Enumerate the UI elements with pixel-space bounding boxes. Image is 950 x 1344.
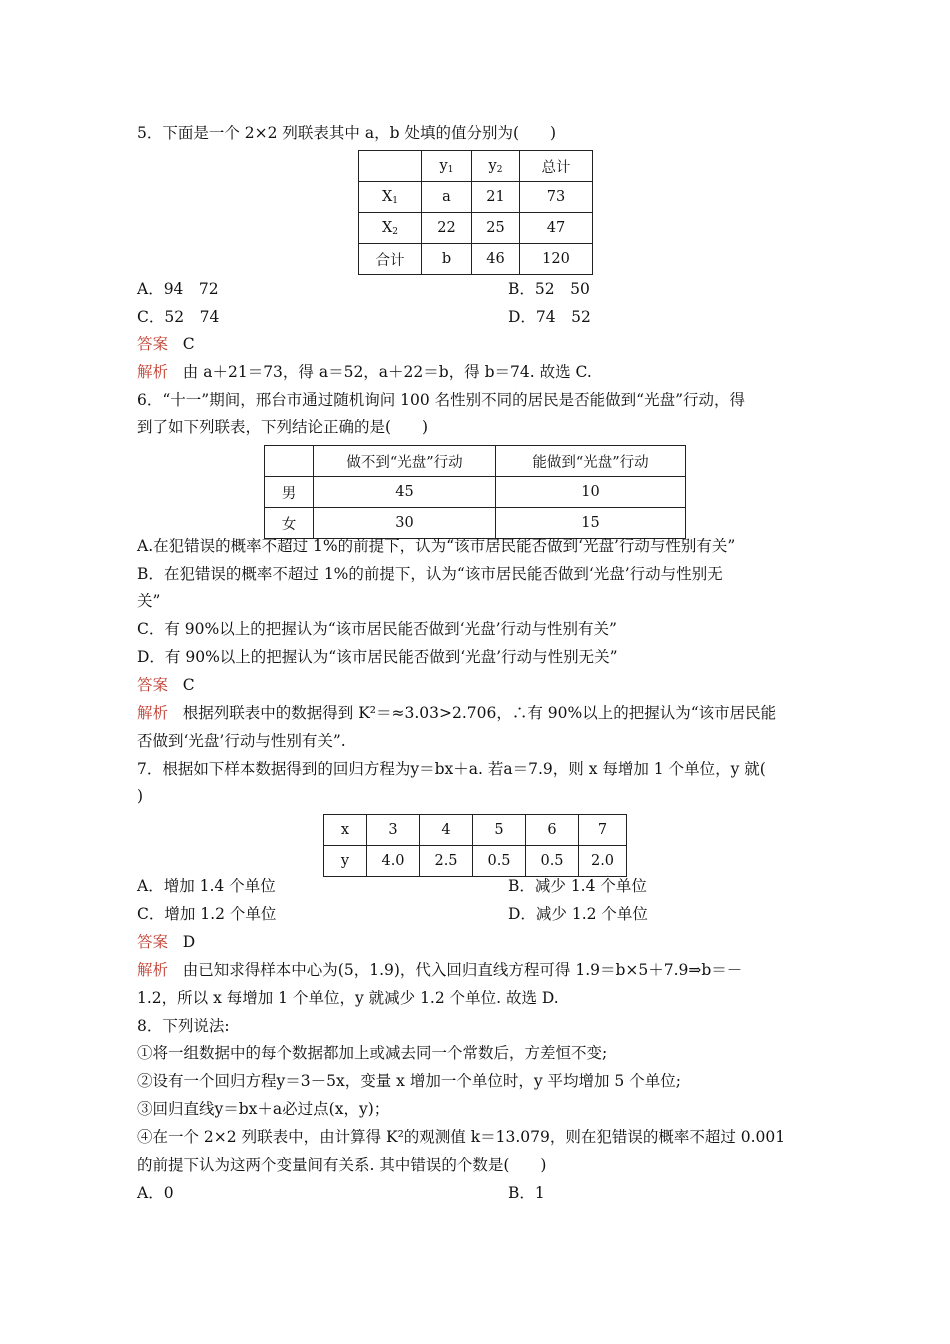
q7-table-cell: 2.0 <box>579 846 627 877</box>
answer-label: 答案 <box>137 933 169 951</box>
q6-stem-line1: 6．“十一”期间，邢台市通过随机询问 100 名性别不同的居民是否能做到“光盘”行动，得 <box>137 391 745 409</box>
q6-option-b-line1: B．在犯错误的概率不超过 1%的前提下，认为“该市居民能否做到‘光盘’行动与性别无 <box>137 565 723 583</box>
q7-table-cell: 5 <box>473 815 526 846</box>
analysis-text: 根据列联表中的数据得到 K²＝≈3.03>2.706，∴有 90%以上的把握认为“该市居民能 <box>182 704 777 722</box>
q5-table-cell: 25 <box>472 213 520 244</box>
q8-statement-2: ②设有一个回归方程y＝3－5x，变量 x 增加一个单位时，y 平均增加 5 个单位; <box>137 1072 681 1090</box>
q7-table-y-label: y <box>324 846 367 877</box>
q6-table-corner <box>265 446 314 477</box>
q5-table-cell: 21 <box>472 182 520 213</box>
q7-table-cell: 7 <box>579 815 627 846</box>
q5-table-row-label: $X_1$ <box>359 182 422 213</box>
q6-option-b-line2: 关” <box>137 592 161 610</box>
q8-stem: 8．下列说法: <box>137 1017 230 1035</box>
answer-value: D <box>182 933 196 951</box>
q7-table-cell: 6 <box>526 815 579 846</box>
q6-analysis-line1 <box>137 703 776 723</box>
q6-option-d: D．有 90%以上的把握认为“该市居民能否做到‘光盘’行动与性别无关” <box>137 648 618 666</box>
q5-table-header-y1: $y_1$ <box>422 151 472 182</box>
q6-table-header: 做不到“光盘”行动 <box>314 446 496 477</box>
q5-table-cell: 73 <box>520 182 593 213</box>
q7-option-c: C．增加 1.2 个单位 <box>137 905 277 923</box>
q5-table-cell: 22 <box>422 213 472 244</box>
q7-table-cell: 4.0 <box>367 846 420 877</box>
q5-option-c: C．52 74 <box>137 308 220 326</box>
answer-value: C <box>182 335 195 353</box>
q7-table-cell: 0.5 <box>473 846 526 877</box>
q6-table-header: 能做到“光盘”行动 <box>496 446 686 477</box>
q8-statement-4-line2: 的前提下认为这两个变量间有关系. 其中错误的个数是( ) <box>137 1156 547 1174</box>
q6-option-a: A.在犯错误的概率不超过 1%的前提下，认为“该市居民能否做到‘光盘’行动与性别有关” <box>137 537 736 555</box>
q6-table-cell: 10 <box>496 477 686 508</box>
q5-table-cell: a <box>422 182 472 213</box>
q6-table-row-label: 女 <box>265 508 314 539</box>
q6-table-cell: 30 <box>314 508 496 539</box>
q5-table-row-label: $X_2$ <box>359 213 422 244</box>
q5-analysis <box>137 362 592 382</box>
q5-stem: 5．下面是一个 2×2 列联表其中 a，b 处填的值分别为( ) <box>137 124 557 142</box>
answer-value: C <box>182 676 195 694</box>
q7-table-x-label: x <box>324 815 367 846</box>
q7-analysis-line2: 1.2，所以 x 每增加 1 个单位，y 就减少 1.2 个单位. 故选 D. <box>137 989 559 1007</box>
q7-table-cell: 4 <box>420 815 473 846</box>
q6-table-row-label: 男 <box>265 477 314 508</box>
q5-table-header-y2: $y_2$ <box>472 151 520 182</box>
q7-answer <box>137 932 195 952</box>
analysis-text: 由 a＋21＝73，得 a＝52，a＋22＝b，得 b＝74. 故选 C. <box>182 363 592 381</box>
q6-table-cell: 15 <box>496 508 686 539</box>
q8-statement-3: ③回归直线y＝bx＋a必过点(x，y)； <box>137 1100 390 1118</box>
q6-stem-line2: 到了如下列联表，下列结论正确的是( ) <box>137 418 429 436</box>
q5-option-d: D．74 52 <box>508 308 591 326</box>
q7-option-b: B．减少 1.4 个单位 <box>508 877 647 895</box>
analysis-label: 解析 <box>137 961 169 979</box>
q5-answer <box>137 334 195 354</box>
q6-answer <box>137 675 195 695</box>
analysis-text: 由已知求得样本中心为(5，1.9)，代入回归直线方程可得 1.9＝b×5＋7.9⇒b＝－ <box>182 961 743 979</box>
q6-option-c: C．有 90%以上的把握认为“该市居民能否做到‘光盘’行动与性别有关” <box>137 620 617 638</box>
q7-analysis-line1 <box>137 960 742 980</box>
q8-option-b: B．1 <box>508 1184 545 1202</box>
q7-table-cell: 3 <box>367 815 420 846</box>
q5-table-row-label: 合计 <box>359 244 422 275</box>
q6-analysis-line2: 否做到‘光盘’行动与性别有关”. <box>137 732 346 750</box>
q8-option-a: A．0 <box>137 1184 174 1202</box>
q5-option-b: B．52 50 <box>508 280 590 298</box>
q6-table-cell: 45 <box>314 477 496 508</box>
q5-table-header-total: 总计 <box>520 151 593 182</box>
q7-table-cell: 0.5 <box>526 846 579 877</box>
q5-table <box>358 150 593 275</box>
q8-statement-1: ①将一组数据中的每个数据都加上或减去同一个常数后，方差恒不变; <box>137 1044 608 1062</box>
q7-table <box>323 814 627 877</box>
q7-option-d: D．减少 1.2 个单位 <box>508 905 648 923</box>
q7-stem-line2: ) <box>137 787 144 805</box>
q5-option-a: A．94 72 <box>137 280 219 298</box>
answer-label: 答案 <box>137 676 169 694</box>
q6-table <box>264 445 686 539</box>
q8-statement-4-line1: ④在一个 2×2 列联表中，由计算得 K²的观测值 k＝13.079，则在犯错误的概率不超过 0.001 <box>137 1128 786 1146</box>
analysis-label: 解析 <box>137 704 169 722</box>
q5-table-cell: 46 <box>472 244 520 275</box>
q5-table-cell: b <box>422 244 472 275</box>
q5-table-cell: 120 <box>520 244 593 275</box>
q7-stem-line1: 7．根据如下样本数据得到的回归方程为y＝bx＋a. 若a＝7.9，则 x 每增加 1 个单位，y 就( <box>137 760 766 778</box>
q7-table-cell: 2.5 <box>420 846 473 877</box>
analysis-label: 解析 <box>137 363 169 381</box>
q5-table-corner <box>359 151 422 182</box>
q5-table-cell: 47 <box>520 213 593 244</box>
answer-label: 答案 <box>137 335 169 353</box>
q7-option-a: A．增加 1.4 个单位 <box>137 877 276 895</box>
